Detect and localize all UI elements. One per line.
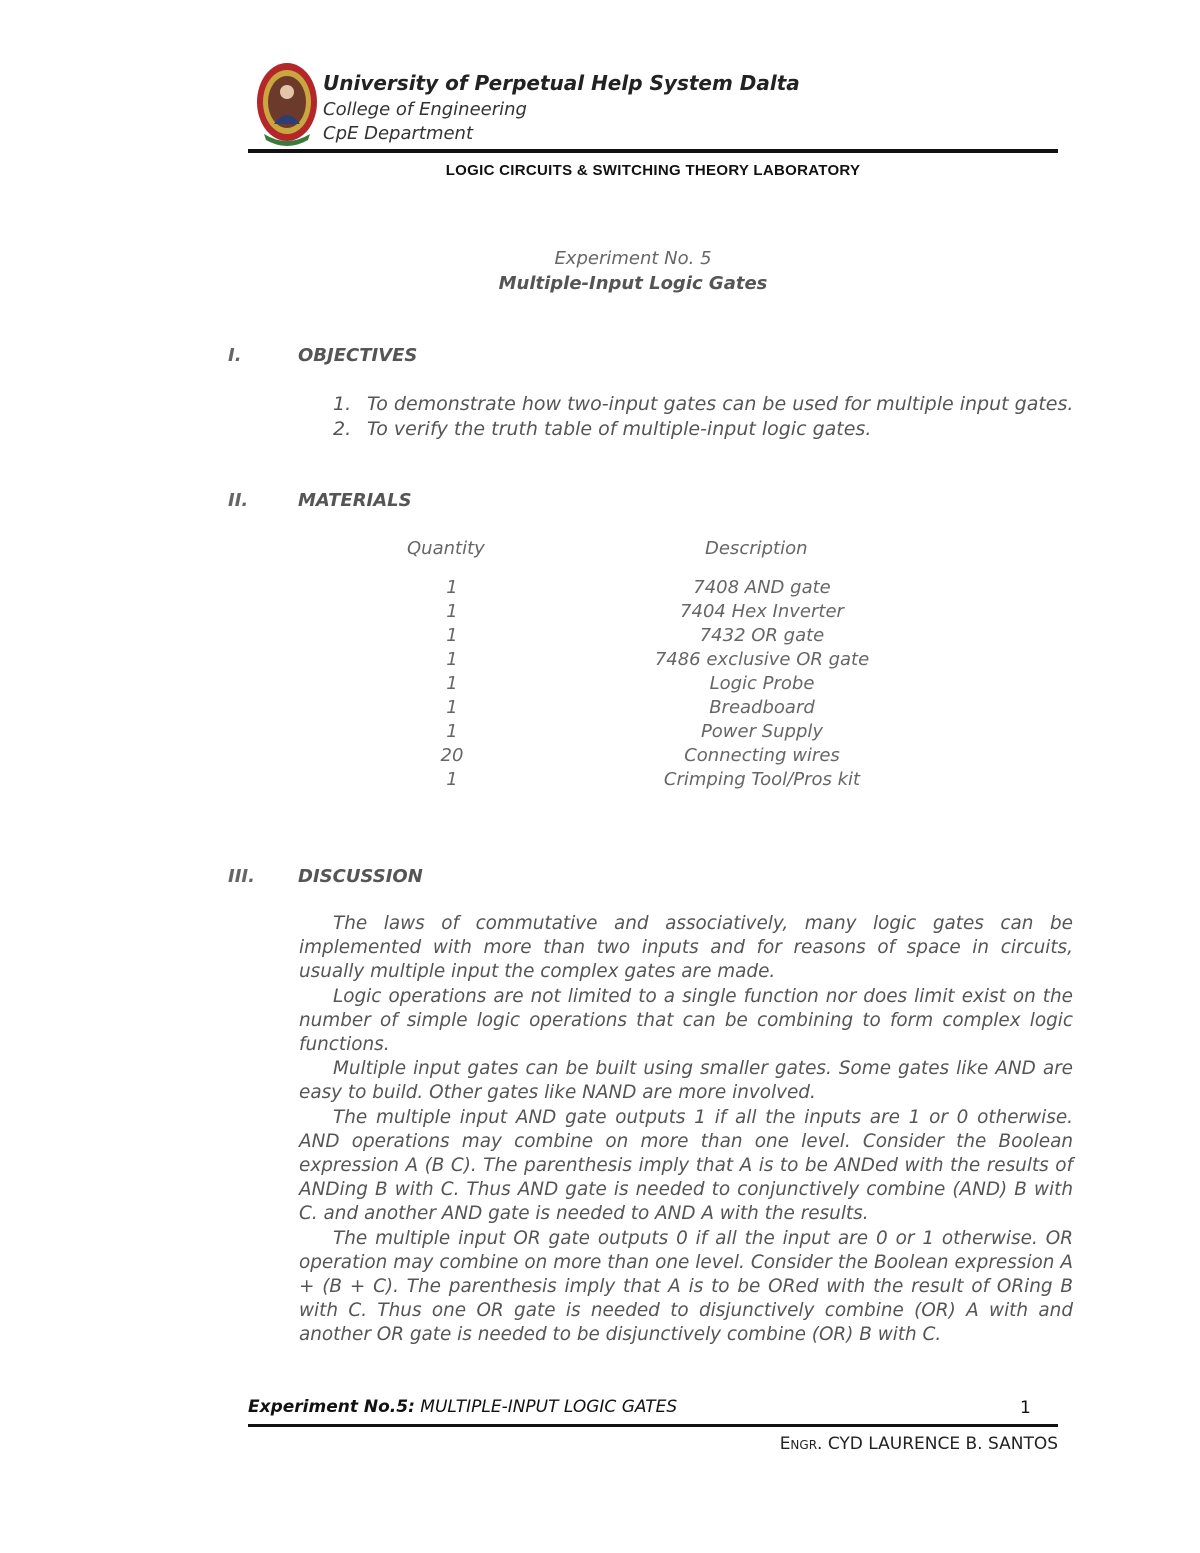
materials-desc: 7432 OR gate bbox=[699, 625, 825, 646]
header-rule bbox=[248, 149, 1058, 153]
lab-title: LOGIC CIRCUITS & SWITCHING THEORY LABORATORY bbox=[445, 162, 861, 179]
materials-qty: 1 bbox=[446, 769, 458, 790]
experiment-title: Multiple-Input Logic Gates bbox=[498, 273, 768, 294]
materials-desc: Logic Probe bbox=[709, 673, 815, 694]
footer-experiment-title: MULTIPLE-INPUT LOGIC GATES bbox=[420, 1397, 678, 1417]
materials-numeral: II. bbox=[228, 490, 249, 511]
materials-qty: 1 bbox=[446, 625, 458, 646]
department-name: CpE Department bbox=[323, 123, 474, 144]
university-name: University of Perpetual Help System Dalta bbox=[323, 71, 800, 95]
materials-desc: 7404 Hex Inverter bbox=[680, 601, 844, 622]
objectives-heading: OBJECTIVES bbox=[298, 345, 418, 366]
materials-desc: 7486 exclusive OR gate bbox=[654, 649, 870, 670]
footer-rule bbox=[248, 1424, 1058, 1427]
objective-text: To verify the truth table of multiple-input logic gates. bbox=[367, 418, 872, 440]
materials-qty: 1 bbox=[446, 577, 458, 598]
materials-quantity-header: Quantity bbox=[407, 538, 485, 559]
materials-desc: Breadboard bbox=[709, 697, 815, 718]
materials-desc: Power Supply bbox=[700, 721, 824, 742]
discussion-body bbox=[299, 912, 1073, 1348]
discussion-paragraph: Multiple input gates can be built using smaller gates. Some gates like AND are easy to build. Other gates like NAND are more involved. bbox=[299, 1058, 1073, 1104]
materials-desc: 7408 AND gate bbox=[693, 577, 831, 598]
materials-desc: Connecting wires bbox=[684, 745, 840, 766]
college-name: College of Engineering bbox=[323, 99, 527, 120]
discussion-heading: DISCUSSION bbox=[298, 866, 423, 887]
objective-number: 2. bbox=[333, 418, 352, 440]
materials-qty: 1 bbox=[446, 721, 458, 742]
discussion-paragraph: The laws of commutative and associatively, many logic gates can be implemented with more than two inputs and for reasons of space in circuits, usually multiple input the complex gates are made. bbox=[299, 913, 1073, 983]
experiment-number: Experiment No. 5 bbox=[554, 248, 712, 269]
discussion-paragraph: The multiple input OR gate outputs 0 if all the input are 0 or 1 otherwise. OR operation may combine on more than one level. Consider the Boolean expression A + (B + C). The parenthesis imply that A is to be ORed with the result of ORing B with C. Thus one OR gate is needed to disjunctively combine (OR) A with and another OR gate is needed to be disjunctively combine (OR) B with C. bbox=[299, 1227, 1073, 1346]
materials-qty: 1 bbox=[446, 649, 458, 670]
objectives-numeral: I. bbox=[228, 345, 242, 366]
university-seal-logo bbox=[256, 62, 318, 146]
discussion-paragraph: The multiple input AND gate outputs 1 if all the inputs are 1 or 0 otherwise. AND operations may combine on more than one level. Consider the Boolean expression A (B C). The parenthesis imply that A is to be ANDed with the results of ANDing B with C. Thus AND gate is needed to conjunctively combine (AND) B with C. and another AND gate is needed to AND A with the results. bbox=[299, 1106, 1073, 1225]
discussion-paragraph: Logic operations are not limited to a single function nor does limit exist on the number of simple logic operations that can be combining to form complex logic functions. bbox=[299, 985, 1073, 1056]
footer-author: Engr. CYD LAURENCE B. SANTOS bbox=[779, 1434, 1058, 1454]
footer-experiment-label: Experiment No.5: bbox=[248, 1397, 415, 1417]
objective-number: 1. bbox=[333, 393, 352, 415]
objective-item bbox=[333, 393, 1073, 415]
objective-text: To demonstrate how two-input gates can be used for multiple input gates. bbox=[367, 393, 1074, 415]
materials-qty: 20 bbox=[440, 745, 464, 766]
materials-qty: 1 bbox=[446, 601, 458, 622]
materials-description-header: Description bbox=[705, 538, 808, 559]
materials-qty: 1 bbox=[446, 673, 458, 694]
materials-qty: 1 bbox=[446, 697, 458, 718]
materials-desc: Crimping Tool/Pros kit bbox=[663, 769, 861, 790]
page-number: 1 bbox=[1020, 1398, 1031, 1418]
discussion-numeral: III. bbox=[228, 866, 255, 887]
footer-experiment bbox=[248, 1397, 677, 1417]
materials-heading: MATERIALS bbox=[298, 490, 412, 511]
objective-item bbox=[333, 418, 871, 440]
